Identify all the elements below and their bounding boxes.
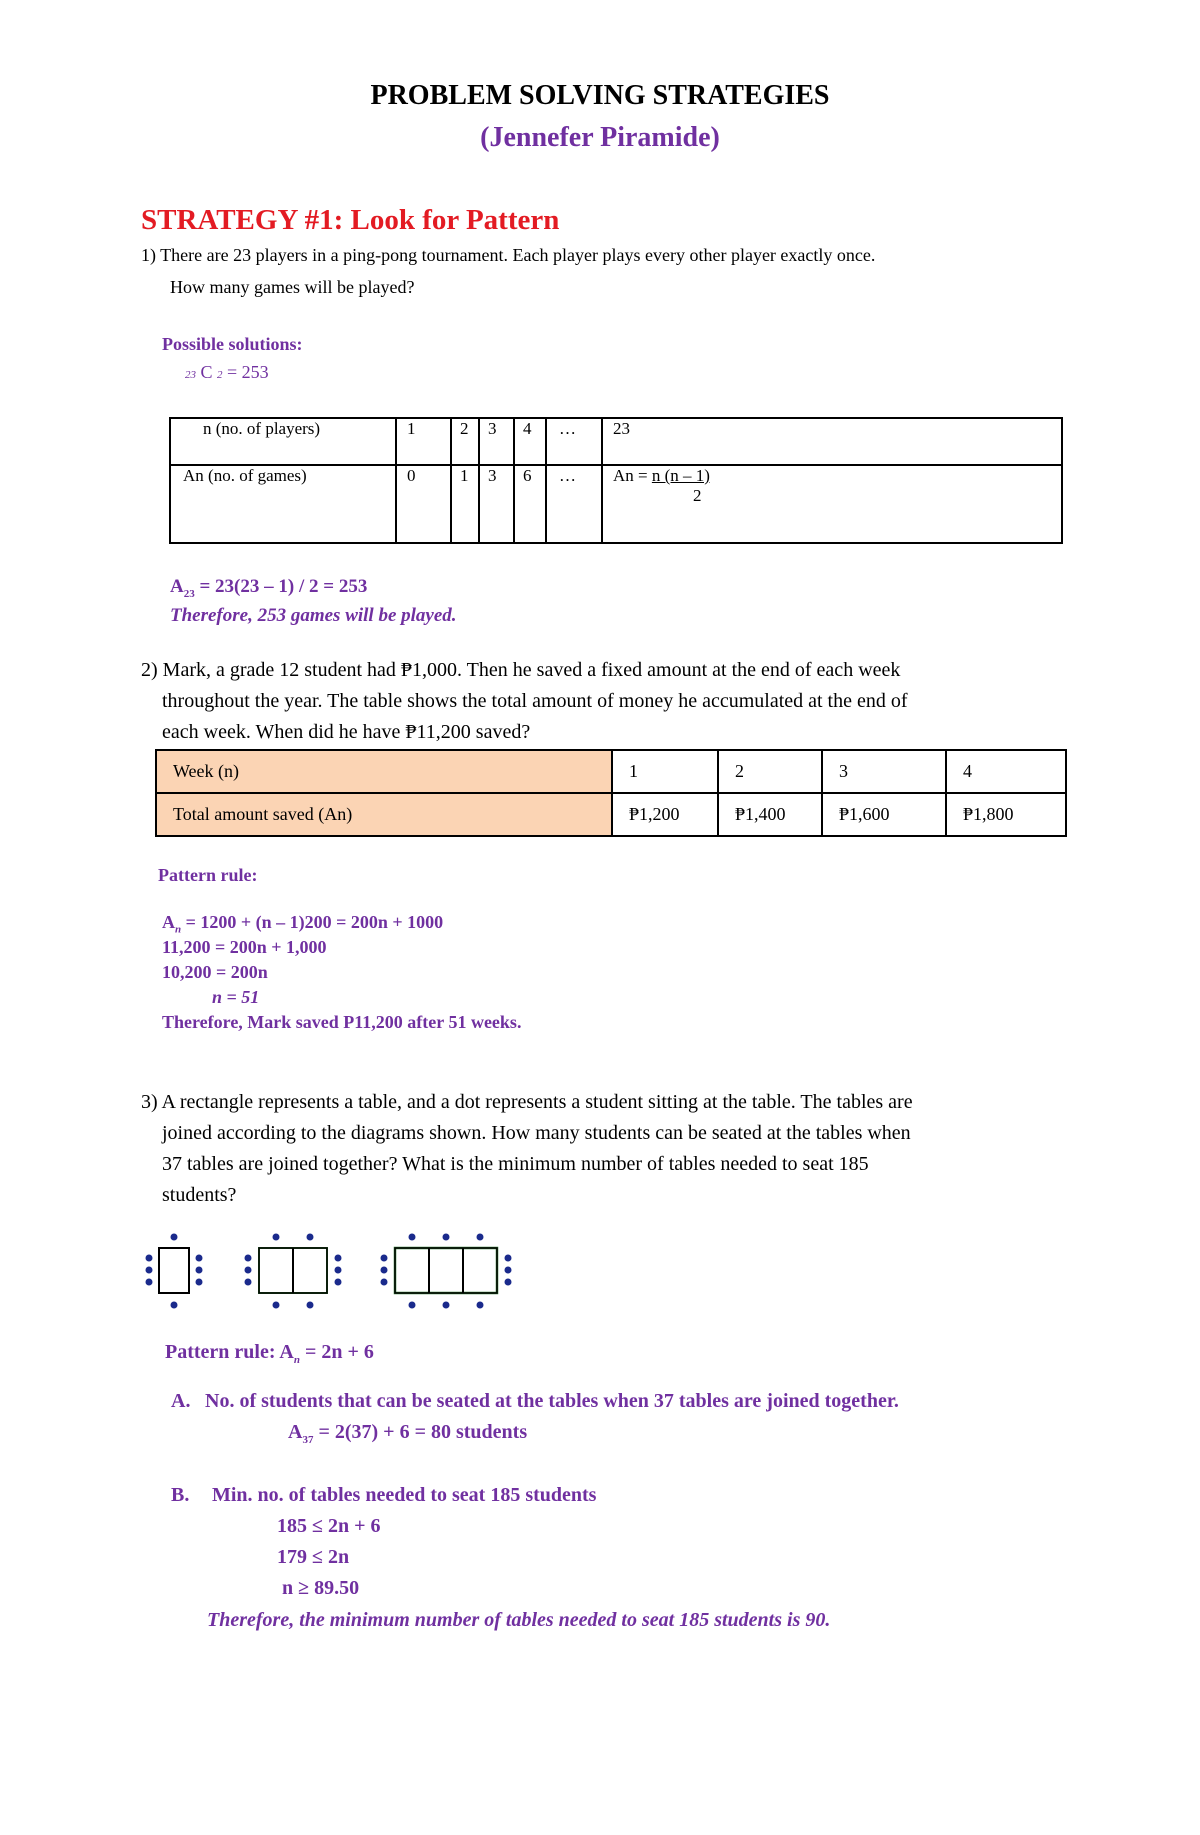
table-cell: ₱1,600: [822, 793, 946, 836]
inequality-3: n ≥ 89.50: [282, 1577, 360, 1599]
pattern-rule-3-rest: = 2n + 6: [299, 1341, 374, 1363]
problem3-conclusion: Therefore, the minimum number of tables needed to seat 185 students is 90.: [207, 1609, 831, 1631]
equation-4: n = 51: [212, 987, 260, 1007]
equation-3: 10,200 = 200n: [162, 962, 268, 982]
pattern-rule-3: Pattern rule: $A_n = 2n + 6$: [165, 1341, 374, 1366]
equation-2: 11,200 = 200n + 1,000: [162, 937, 327, 957]
inequality-1: 185 ≤ 2n + 6: [277, 1515, 381, 1537]
players-games-table: [169, 417, 1063, 544]
pattern-rule-label: Pattern rule:: [158, 865, 258, 885]
inequality-2: 179 ≤ 2n: [277, 1546, 350, 1568]
combo-c: C: [200, 362, 213, 382]
table-cell: …: [546, 465, 602, 543]
combination-formula: [185, 362, 269, 383]
table-cell: 1: [612, 750, 718, 793]
table-row: [156, 750, 1066, 793]
table-cell: Week (n): [156, 750, 612, 793]
problem1-result: $A_{23} = 23(23 - 1) / 2 = 253$: [170, 576, 368, 600]
table-cell: An (no. of games): [170, 465, 396, 543]
problem1-line2: How many games will be played?: [170, 277, 415, 297]
table-row: [156, 793, 1066, 836]
combo-n: 23: [185, 369, 196, 381]
formula-denominator: 2: [693, 486, 702, 505]
combo-r: 2: [217, 369, 223, 381]
table-cell: 6: [514, 465, 546, 543]
table-cell: 2: [451, 418, 479, 465]
table-cell: …: [546, 418, 602, 465]
problem1-conclusion: Therefore, 253 games will be played.: [170, 605, 457, 626]
part-a-subscript: 37: [302, 1434, 314, 1446]
table-cell: 4: [946, 750, 1066, 793]
part-a-label: A.: [171, 1390, 191, 1412]
part-a-text: No. of students that can be seated at the tables when 37 tables are joined together.: [205, 1390, 899, 1412]
table-cell: 0: [396, 465, 451, 543]
problem2-line1: 2) Mark, a grade 12 student had ₱1,000. Then he saved a fixed amount at the end of each week: [141, 659, 901, 681]
problem3-line1: 3) A rectangle represents a table, and a dot represents a student sitting at the table. The tables are: [141, 1091, 913, 1113]
table-cell: ₱1,400: [718, 793, 822, 836]
table-row: [170, 418, 1062, 465]
problem3-line2: joined according to the diagrams shown. How many students can be seated at the tables when: [162, 1122, 911, 1144]
table-row: [170, 465, 1062, 543]
problem2-conclusion: Therefore, Mark saved P11,200 after 51 weeks.: [162, 1012, 522, 1032]
table-cell: 1: [396, 418, 451, 465]
part-b-label: B.: [171, 1484, 190, 1506]
tables-diagram: [135, 1225, 525, 1315]
formula-cell: [602, 465, 1062, 543]
result-equation: = 23(23 – 1) / 2 = 253: [199, 576, 368, 597]
result-subscript: 23: [183, 587, 195, 600]
table-cell: n (no. of players): [170, 418, 396, 465]
one-table-figure: [146, 1234, 203, 1309]
table-cell: 23: [602, 418, 1062, 465]
strategy-heading: STRATEGY #1: Look for Pattern: [141, 204, 560, 236]
pattern-rule-3-label: Pattern rule: A: [165, 1341, 294, 1363]
equation-1-rest: = 1200 + (n – 1)200 = 200n + 1000: [185, 912, 444, 932]
savings-table: [155, 749, 1067, 837]
formula-numerator: n (n – 1): [651, 466, 710, 485]
table-cell: 3: [479, 418, 514, 465]
table-cell: ₱1,800: [946, 793, 1066, 836]
table-cell: ₱1,200: [612, 793, 718, 836]
table-cell: 1: [451, 465, 479, 543]
table-cell: 2: [718, 750, 822, 793]
part-a-equation: $A_{37} = 2(37) + 6 = 80$ students: [288, 1421, 528, 1446]
table-cell: 3: [479, 465, 514, 543]
problem1-line1: 1) There are 23 players in a ping-pong tournament. Each player plays every other player exactly once.: [141, 245, 876, 265]
problem2-line2: throughout the year. The table shows the total amount of money he accumulated at the end of: [162, 690, 908, 712]
table-cell: 3: [822, 750, 946, 793]
combo-result: = 253: [227, 362, 269, 382]
problem2-line3: each week. When did he have ₱11,200 saved?: [162, 721, 531, 743]
part-b-text: Min. no. of tables needed to seat 185 students: [212, 1484, 597, 1506]
author: (Jennefer Piramide): [480, 122, 720, 153]
three-tables-figure: [381, 1234, 512, 1309]
part-a-eq-rest: = 2(37) + 6 = 80 students: [318, 1421, 528, 1443]
table-cell: 4: [514, 418, 546, 465]
problem3-line4: students?: [162, 1184, 237, 1206]
two-tables-figure: [245, 1234, 342, 1309]
table-cell: Total amount saved (An): [156, 793, 612, 836]
problem3-line3: 37 tables are joined together? What is the minimum number of tables needed to seat 185: [162, 1153, 869, 1175]
formula-lhs: An =: [613, 466, 652, 485]
page-title: PROBLEM SOLVING STRATEGIES: [370, 80, 830, 111]
solutions-label: Possible solutions:: [162, 334, 303, 354]
equation-1: $A_n = 1200 + (n - 1)200 = 200n + 1000$: [162, 912, 444, 936]
